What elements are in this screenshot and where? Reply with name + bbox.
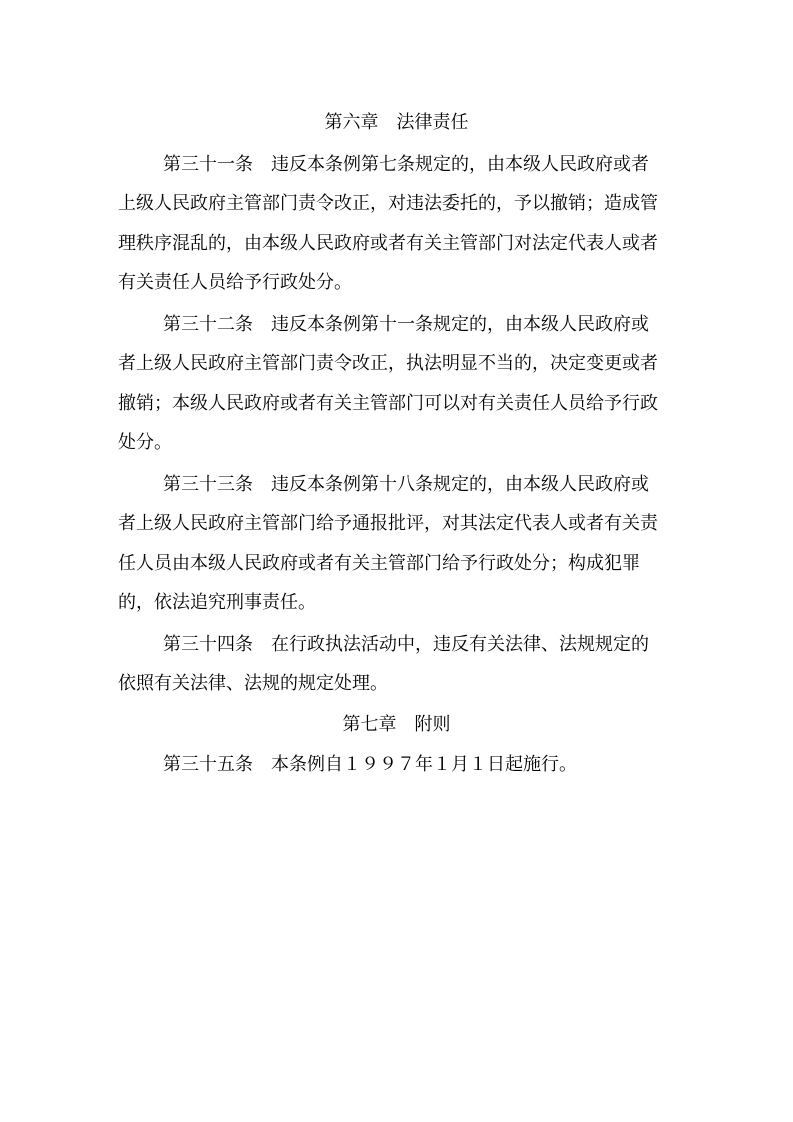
article-34-line-1: 第三十四条 在行政执法活动中，违反有关法律、法规规定的 (163, 634, 649, 655)
article-33-line-3: 任人员由本级人民政府或者有关主管部门给予行政处分；构成犯罪 (118, 553, 640, 574)
article-31-line-3: 理秩序混乱的，由本级人民政府或者有关主管部门对法定代表人或者 (118, 233, 658, 254)
article-31-line-4: 有关责任人员给予行政处分。 (118, 272, 352, 293)
article-33-line-2: 者上级人民政府主管部门给予通报批评，对其法定代表人或者有关责 (118, 513, 658, 534)
article-33-line-1: 第三十三条 违反本条例第十八条规定的，由本级人民政府或 (163, 474, 649, 495)
article-31-line-1: 第三十一条 违反本条例第七条规定的，由本级人民政府或者 (163, 154, 649, 175)
chapter-7-heading: 第七章 附则 (342, 714, 451, 735)
article-31-line-2: 上级人民政府主管部门责令改正，对违法委托的，予以撤销；造成管 (118, 193, 658, 214)
article-34-line-2: 依照有关法律、法规的规定处理。 (118, 673, 388, 694)
article-32-line-1: 第三十二条 违反本条例第十一条规定的，由本级人民政府或 (163, 314, 649, 335)
article-33-line-4: 的，依法追究刑事责任。 (118, 592, 316, 613)
article-32-line-3: 撤销；本级人民政府或者有关主管部门可以对有关责任人员给予行政 (118, 393, 658, 414)
article-32-line-4: 处分。 (118, 432, 172, 453)
article-35-line-1: 第三十五条 本条例自１９９７年１月１日起施行。 (163, 754, 577, 775)
article-32-line-2: 者上级人民政府主管部门责令改正，执法明显不当的，决定变更或者 (118, 353, 658, 374)
chapter-6-heading: 第六章 法律责任 (324, 112, 469, 133)
